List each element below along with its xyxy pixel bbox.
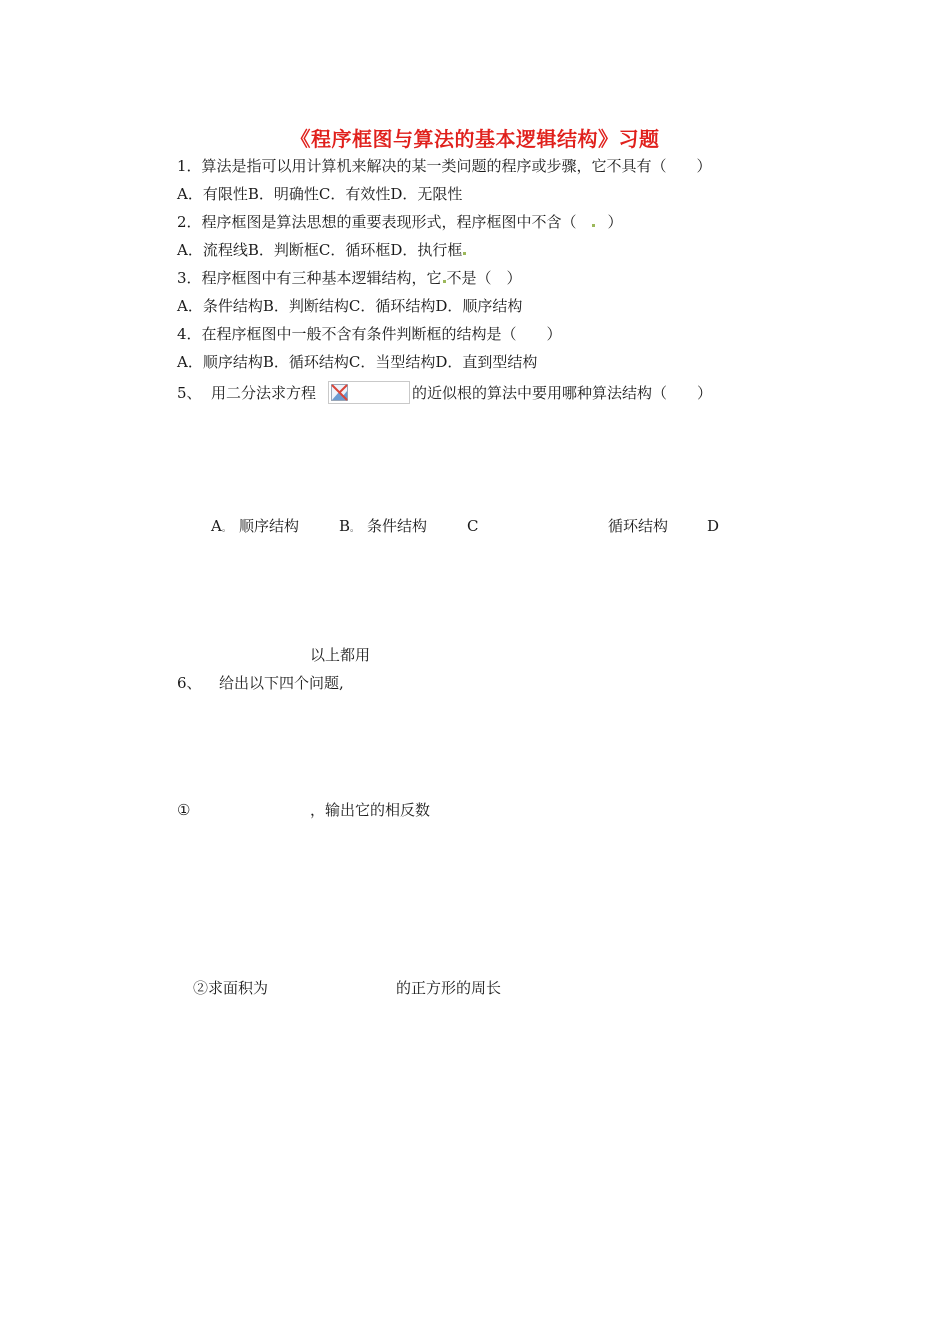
green-dot-mark bbox=[592, 224, 595, 227]
q2-options bbox=[177, 240, 467, 260]
q6-item1-text: ，输出它的相反数 bbox=[310, 801, 431, 819]
q5-option-b-text: 条件结构 bbox=[367, 517, 428, 535]
q2-stem-close: ） bbox=[607, 213, 623, 231]
q5-number: 5、 bbox=[177, 384, 202, 402]
q6-item2-b: 的正方形的周长 bbox=[396, 979, 502, 997]
q5-option-c-text: 循环结构 bbox=[608, 517, 669, 535]
q6-item1-marker: ① bbox=[177, 801, 191, 819]
q1-options: A．有限性B．明确性C．有效性D．无限性 bbox=[177, 185, 463, 203]
q6-stem: 给出以下四个问题, bbox=[219, 674, 344, 692]
green-dot-mark bbox=[463, 252, 466, 255]
q6-number: 6、 bbox=[177, 674, 202, 692]
green-dot-mark bbox=[443, 280, 446, 283]
q2-options-text: A．流程线B．判断框C．循环框D．执行框 bbox=[177, 241, 463, 259]
document-title: 《程序框图与算法的基本逻辑结构》习题 bbox=[290, 127, 660, 151]
q5-stem-a: 用二分法求方程 bbox=[211, 384, 317, 402]
q5-option-b-letter: B bbox=[339, 517, 351, 535]
q3-options: A．条件结构B．判断结构C．循环结构D．顺序结构 bbox=[177, 297, 523, 315]
q4-stem: 4．在程序框图中一般不含有条件判断框的结构是（ ） bbox=[177, 325, 562, 343]
q5-option-b: B。 bbox=[339, 517, 360, 535]
q4-options: A．顺序结构B．循环结构C．当型结构D．直到型结构 bbox=[177, 353, 538, 371]
q2-stem bbox=[177, 212, 623, 232]
q3-stem-text: 3．程序框图中有三种基本逻辑结构，它 bbox=[177, 269, 442, 287]
equation-image-placeholder bbox=[328, 381, 410, 404]
q5-option-c-letter: C bbox=[467, 517, 479, 535]
q5-option-a-letter: A bbox=[211, 517, 222, 535]
q1-stem: 1．算法是指可以用计算机来解决的某一类问题的程序或步骤，它不具有（ ） bbox=[177, 157, 712, 175]
q3-stem bbox=[177, 268, 522, 288]
q5-option-d-text: 以上都用 bbox=[310, 646, 371, 664]
q5-option-a: A。 bbox=[211, 517, 231, 535]
q6-item2-a: ②求面积为 bbox=[193, 979, 269, 997]
broken-image-icon bbox=[331, 384, 348, 401]
q5-option-d-letter: D bbox=[707, 517, 720, 535]
q3-stem-close: 不是（ ） bbox=[446, 269, 522, 287]
q5-stem-b: 的近似根的算法中要用哪种算法结构（ ） bbox=[412, 384, 713, 402]
q2-stem-text: 2．程序框图是算法思想的重要表现形式，程序框图中不含（ bbox=[177, 213, 577, 231]
q5-option-a-text: 顺序结构 bbox=[239, 517, 300, 535]
